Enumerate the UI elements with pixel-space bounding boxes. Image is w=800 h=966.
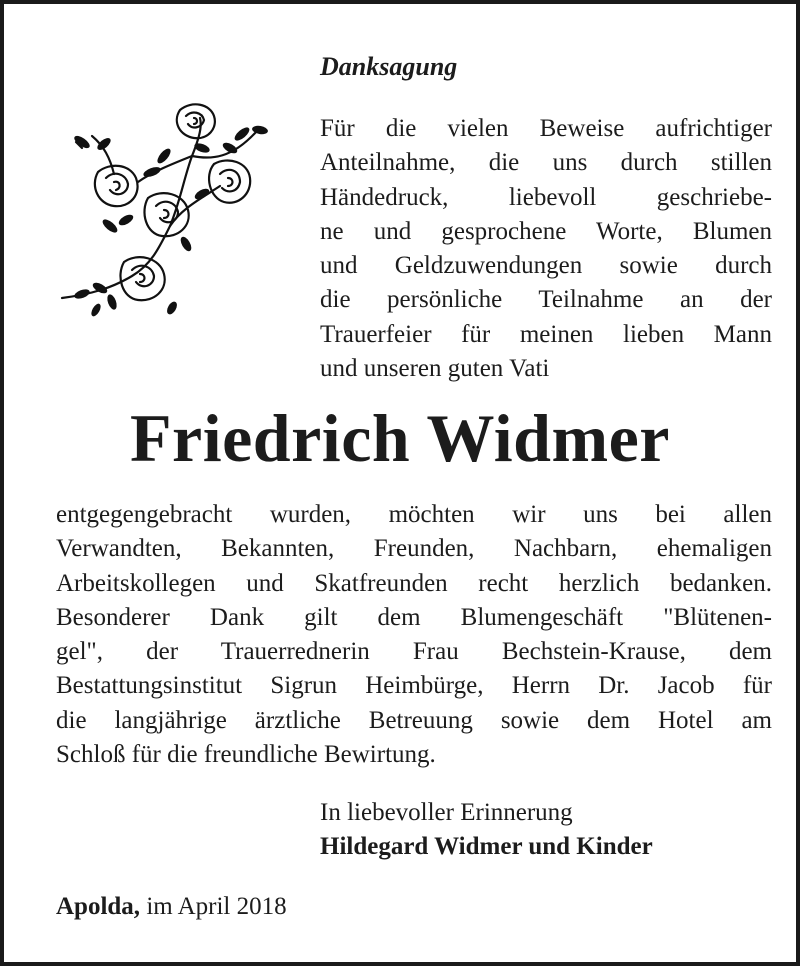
body-line: Verwandten, Bekannten, Freunden, Nachbarn, ehemaligen [56, 535, 772, 563]
body-line: die langjährige ärztliche Betreuung sowie dem Hotel am [56, 706, 772, 734]
body-line: Bestattungsinstitut Sigrun Heimbürge, Herrn Dr. Jacob für [56, 672, 772, 700]
body-line: entgegengebracht wurden, möchten wir uns bei allen [56, 501, 772, 528]
signature: Hildegard Widmer und Kinder [320, 833, 653, 860]
place-date [56, 890, 287, 924]
body-line: Besonderer Dank gilt dem Blumengeschäft "Blütenen- [56, 603, 772, 631]
body-paragraph [56, 498, 772, 772]
notice-title: Danksagung [320, 52, 458, 81]
intro-paragraph [320, 112, 772, 386]
intro-line: Trauerfeier für meinen lieben Mann [320, 320, 772, 348]
body-line: Arbeitskollegen und Skatfreunden recht herzlich bedanken. [56, 569, 772, 597]
closing-block [320, 796, 653, 864]
intro-line: die persönliche Teilnahme an der [320, 286, 772, 314]
deceased-name: Friedrich Widmer [130, 400, 670, 476]
intro-line: Händedruck, liebevoll geschriebe- [320, 183, 772, 211]
place: Apolda, [56, 893, 141, 920]
body-line: Schloß für die freundliche Bewirtung. [56, 741, 436, 769]
intro-line: und unseren guten Vati [320, 355, 550, 383]
intro-line: Anteilnahme, die uns durch stillen [320, 149, 772, 177]
rose-branch-icon [52, 98, 284, 330]
date: im April 2018 [146, 893, 287, 920]
intro-line: und Geldzuwendungen sowie durch [320, 252, 772, 280]
intro-line: ne und gesprochene Worte, Blumen [320, 217, 772, 245]
body-line: gel", der Trauerrednerin Frau Bechstein-Krause, dem [56, 638, 772, 666]
intro-line: Für die vielen Beweise aufrichtiger [320, 115, 772, 142]
closing-phrase: In liebevoller Erinnerung [320, 799, 573, 826]
